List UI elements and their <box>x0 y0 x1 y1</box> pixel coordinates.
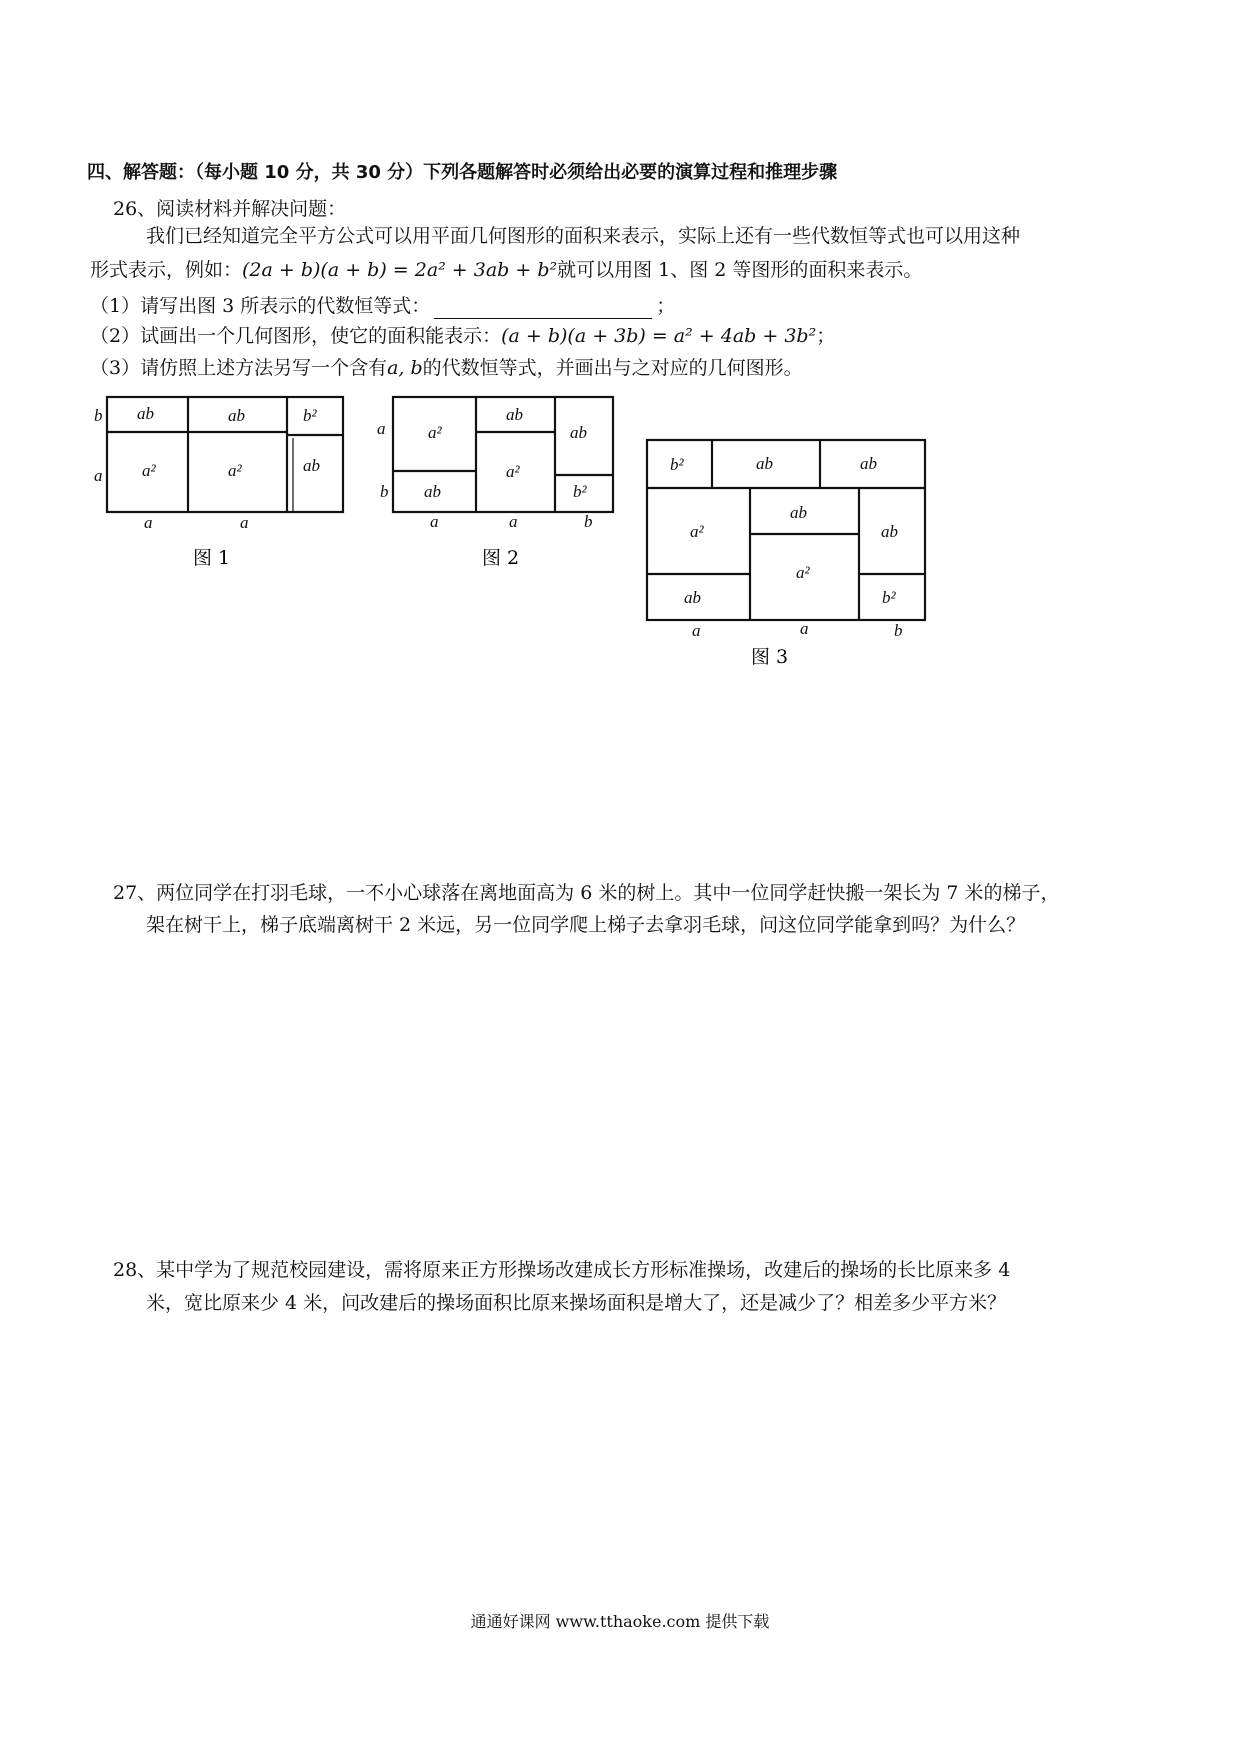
q28-line-2: 米，宽比原来少 4 米，问改建后的操场面积比原来操场面积是增大了，还是减少了？相差多少平方米？ <box>146 1292 1007 1314</box>
fig2-bottom-label: a <box>430 512 439 531</box>
fig3-cell-label: ab <box>881 522 898 541</box>
fig1-side-label: b <box>94 406 103 425</box>
q26-title: 26、阅读材料并解决问题： <box>113 198 347 220</box>
q27-line-2: 架在树干上，梯子底端离树干 2 米远，另一位同学爬上梯子去拿羽毛球，问这位同学能拿到吗？为什么？ <box>146 914 1026 936</box>
q26-sub2-end: ； <box>816 325 836 347</box>
q26-sub2-formula: (a + b)(a + 3b) = a² + 4ab + 3b² <box>501 325 817 347</box>
q26-sub1-end: ； <box>656 295 676 317</box>
fig2-side-label: a <box>377 419 386 438</box>
footer-text: 通通好课网 www.tthaoke.com 提供下载 <box>470 1612 770 1631</box>
fig2-cell-label: ab <box>424 482 441 501</box>
q26-sub1-text: （1）请写出图 3 所表示的代数恒等式： <box>90 295 431 317</box>
q26-para2-suffix: 就可以用图 1、图 2 等图形的面积来表示。 <box>557 259 923 281</box>
fig2-side-label: b <box>380 482 389 501</box>
fig3-cell-label: b² <box>670 455 684 474</box>
fig2-cell-label: a² <box>428 423 442 442</box>
fig2-bottom-label: b <box>584 512 593 531</box>
fig3-cell-label: ab <box>790 503 807 522</box>
fig1-caption: 图 1 <box>193 547 231 569</box>
fig1-cell-label: ab <box>303 456 320 475</box>
fig3-cell-label: b² <box>882 588 896 607</box>
q26-sub3-suffix: 的代数恒等式，并画出与之对应的几何图形。 <box>422 357 803 379</box>
q26-sub3-prefix: （3）请仿照上述方法另写一个含有 <box>90 357 388 379</box>
fig3-cell-label: ab <box>860 454 877 473</box>
fig2-bottom-label: a <box>509 512 518 531</box>
figures-svg <box>0 0 1240 700</box>
q26-paragraph-1: 我们已经知道完全平方公式可以用平面几何图形的面积来表示，实际上还有一些代数恒等式也可以用这种 <box>146 225 1021 247</box>
fig3-bottom-label: a <box>800 619 809 638</box>
fig1-side-label: a <box>94 466 103 485</box>
fig1-cell-label: a² <box>142 461 156 480</box>
fig3-cell-label: ab <box>756 454 773 473</box>
fig2-cell-label: a² <box>506 462 520 481</box>
fig2-cell-label: ab <box>570 423 587 442</box>
fig1-cell-label: a² <box>228 461 242 480</box>
fig3-bottom-label: a <box>692 621 701 640</box>
fig1-cell-label: ab <box>137 404 154 423</box>
fig2-caption: 图 2 <box>482 547 520 569</box>
fig3-cell-label: ab <box>684 588 701 607</box>
fig3-cell-label: a² <box>796 563 810 582</box>
fig3-caption: 图 3 <box>751 646 789 668</box>
fig3-cell-label: a² <box>690 522 704 541</box>
fig1-bottom-label: a <box>144 513 153 532</box>
q26-para2-formula: (2a + b)(a + b) = 2a² + 3ab + b² <box>242 259 558 281</box>
fig1-cell-label: ab <box>228 406 245 425</box>
q26-para2-prefix: 形式表示，例如： <box>90 259 243 281</box>
q26-sub2-text: （2）试画出一个几何图形，使它的面积能表示： <box>90 325 502 347</box>
section-heading: 四、解答题：（每小题 10 分，共 30 分）下列各题解答时必须给出必要的演算过程和推理步骤 <box>87 162 838 183</box>
q27-line-1: 27、两位同学在打羽毛球，一不小心球落在离地面高为 6 米的树上。其中一位同学赶快搬一架长为 7 米的梯子， <box>113 882 1060 904</box>
fig1-bottom-label: a <box>240 513 249 532</box>
q28-line-1: 28、某中学为了规范校园建设，需将原来正方形操场改建成长方形标准操场，改建后的操场的长比原来多 4 <box>113 1259 1011 1281</box>
q26-sub3-vars: a, b <box>387 357 423 379</box>
fig2-cell-label: b² <box>573 482 587 501</box>
fig1-cell-label: b² <box>303 406 317 425</box>
fig2-cell-label: ab <box>506 405 523 424</box>
fig3-bottom-label: b <box>894 621 903 640</box>
